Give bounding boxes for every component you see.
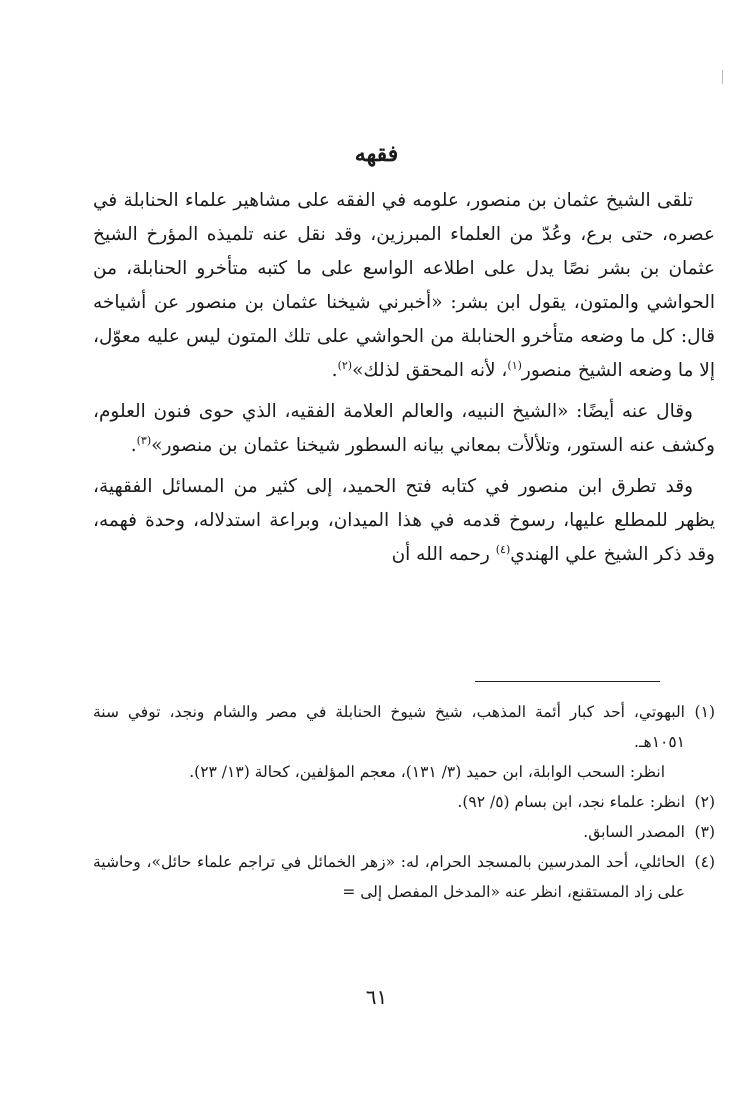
section-title: فقهه — [354, 141, 399, 167]
footnote-1-text: البهوتي، أحد كبار أئمة المذهب، شيخ شيوخ الحنابلة في مصر والشام ونجد، توفي سنة ١٠٥١هـ. — [93, 703, 685, 751]
scan-mark — [722, 70, 723, 84]
footnote-3-text: المصدر السابق. — [583, 823, 685, 841]
footnote-ref-2: (٢) — [337, 358, 353, 372]
paragraph-3 — [93, 470, 715, 572]
footnote-4 — [93, 847, 715, 907]
paragraph-2 — [93, 395, 715, 463]
footnote-2-number: (٢) — [694, 793, 715, 811]
footnote-1 — [93, 697, 715, 757]
paragraph-1-part-a: تلقى الشيخ عثمان بن منصور، علومه في الفقه على مشاهير علماء الحنابلة في عصره، حتى برع، وعُدّ من العلماء المبرزين، وقد نقل عنه تلميذه المؤرخ الشيخ عثمان بن بشر نصًا يدل على اطلاعه الواسع على ما كتبه متأخرو الحنابلة، من الحواشي والمتون، يقول ابن بشر: «أخبرني شيخنا عثمان بن منصور عن أشياخه قال: كل ما وضعه متأخرو الحنابلة من الحواشي على تلك المتون ليس عليه معوّل، إلا ما وضعه الشيخ منصور — [93, 190, 715, 381]
footnotes — [93, 697, 715, 907]
footnote-3 — [93, 817, 715, 847]
footnote-ref-1: (١) — [507, 358, 522, 372]
footnote-1-number: (١) — [694, 703, 715, 721]
main-text — [93, 184, 715, 579]
footnote-1-sources: انظر: السحب الوابلة، ابن حميد (٣/ ١٣١)، معجم المؤلفين، كحالة (١٣/ ٢٣). — [189, 763, 665, 781]
footnote-ref-4: (٤) — [495, 542, 511, 556]
footnote-2-text: انظر: علماء نجد، ابن بسام (٥/ ٩٢). — [457, 793, 685, 811]
paragraph-2-part-a: وقال عنه أيضًا: «الشيخ النبيه، والعالم العلامة الفقيه، الذي حوى فنون العلوم، وكشف عنه الستور، وتلألأت بمعاني بيانه السطور شيخنا عثمان بن منصور» — [93, 401, 715, 456]
page-number: ٦١ — [365, 985, 388, 1009]
footnote-2 — [93, 787, 715, 817]
footnote-ref-3: (٣) — [136, 433, 152, 447]
paragraph-1-part-c: . — [331, 360, 338, 381]
footnote-4-text: الحائلي، أحد المدرسين بالمسجد الحرام، له: «زهر الخمائل في تراجم علماء حائل»، وحاشية على زاد المستقنع، انظر عنه «المدخل المفصل إلى = — [93, 853, 685, 901]
paragraph-1 — [93, 184, 715, 388]
footnote-4-number: (٤) — [694, 853, 715, 871]
paragraph-3-part-a: وقد تطرق ابن منصور في كتابه فتح الحميد، إلى كثير من المسائل الفقهية، يظهر للمطلع عليها، رسوخ قدمه في هذا الميدان، وبراعة استدلاله، وحدة فهمه، وقد ذكر الشيخ علي الهندي — [93, 476, 715, 565]
paragraph-1-part-b: ، لأنه المحقق لذلك» — [352, 360, 508, 381]
paragraph-2-part-b: . — [130, 435, 137, 456]
footnote-separator — [475, 681, 660, 682]
footnote-3-number: (٣) — [694, 823, 715, 841]
paragraph-3-part-b: رحمه الله أن — [391, 544, 496, 565]
